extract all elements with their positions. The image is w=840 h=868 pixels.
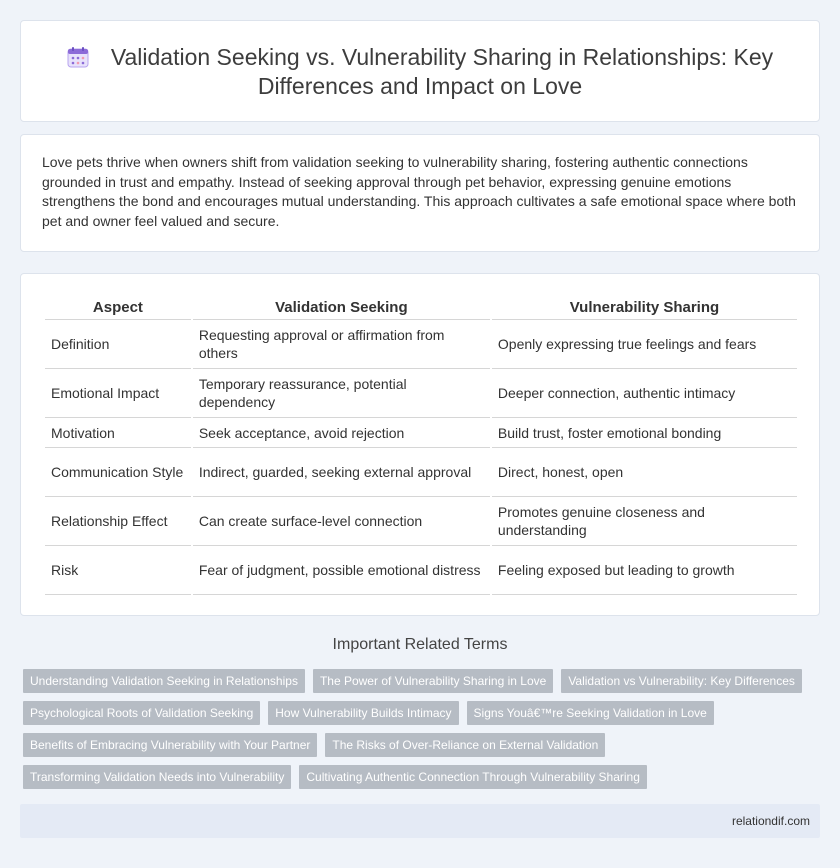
table-cell: Indirect, guarded, seeking external approval	[193, 448, 490, 497]
related-term-tag[interactable]: Transforming Validation Needs into Vulnerability	[23, 765, 291, 789]
table-cell: Can create surface-level connection	[193, 497, 490, 546]
table-row	[45, 497, 797, 546]
header-validation-seeking: Validation Seeking	[193, 296, 490, 320]
header-card	[20, 20, 820, 122]
page-title	[60, 43, 780, 101]
table-cell: Promotes genuine closeness and understanding	[492, 497, 797, 546]
table-cell: Feeling exposed but leading to growth	[492, 546, 797, 595]
table-cell: Deeper connection, authentic intimacy	[492, 369, 797, 418]
tag-row	[23, 669, 823, 693]
related-term-tag[interactable]: Validation vs Vulnerability: Key Differences	[561, 669, 802, 693]
related-terms-tags	[23, 669, 823, 797]
table-cell: Temporary reassurance, potential dependency	[193, 369, 490, 418]
intro-card	[20, 134, 820, 252]
table-row	[45, 546, 797, 595]
header-vulnerability-sharing: Vulnerability Sharing	[492, 296, 797, 320]
title-wrap	[21, 43, 819, 101]
related-term-tag[interactable]: Signs Youâ€™re Seeking Validation in Love	[467, 701, 714, 725]
table-row	[45, 369, 797, 418]
table-cell: Definition	[45, 320, 191, 369]
table-header-row	[45, 296, 797, 320]
table-cell: Requesting approval or affirmation from others	[193, 320, 490, 369]
calendar-icon	[67, 46, 89, 68]
related-term-tag[interactable]: The Risks of Over-Reliance on External Validation	[325, 733, 605, 757]
related-term-tag[interactable]: Understanding Validation Seeking in Relationships	[23, 669, 305, 693]
tag-row	[23, 765, 823, 789]
table-row	[45, 320, 797, 369]
table-cell: Openly expressing true feelings and fears	[492, 320, 797, 369]
table-cell: Emotional Impact	[45, 369, 191, 418]
tag-row	[23, 733, 823, 757]
table-cell: Motivation	[45, 418, 191, 448]
table-cell: Fear of judgment, possible emotional distress	[193, 546, 490, 595]
table-row	[45, 448, 797, 497]
related-term-tag[interactable]: How Vulnerability Builds Intimacy	[268, 701, 458, 725]
tag-row	[23, 701, 823, 725]
related-term-tag[interactable]: Cultivating Authentic Connection Through Vulnerability Sharing	[299, 765, 647, 789]
comparison-table	[43, 296, 799, 595]
footer-site[interactable]: relationdif.com	[731, 814, 810, 828]
page-title-text: Validation Seeking vs. Vulnerability Sharing in Relationships: Key Differences and Impact on Love	[110, 44, 774, 99]
related-term-tag[interactable]: Psychological Roots of Validation Seeking	[23, 701, 260, 725]
footer	[20, 804, 820, 838]
header-aspect: Aspect	[45, 296, 191, 320]
intro-paragraph: Love pets thrive when owners shift from validation seeking to vulnerability sharing, fostering authentic connections grounded in trust and empathy. Instead of seeking approval through pet behavior, expressing genuine emotions strengthens the bond and encourages mutual understanding. This approach cultivates a safe emotional space where both pet and owner feel valued and secure.	[42, 154, 796, 229]
comparison-card	[20, 273, 820, 616]
table-row	[45, 418, 797, 448]
related-term-tag[interactable]: The Power of Vulnerability Sharing in Love	[313, 669, 553, 693]
table-cell: Direct, honest, open	[492, 448, 797, 497]
table-cell: Relationship Effect	[45, 497, 191, 546]
related-term-tag[interactable]: Benefits of Embracing Vulnerability with Your Partner	[23, 733, 317, 757]
table-cell: Communication Style	[45, 448, 191, 497]
table-cell: Risk	[45, 546, 191, 595]
table-cell: Seek acceptance, avoid rejection	[193, 418, 490, 448]
related-terms-title: Important Related Terms	[332, 636, 508, 653]
table-cell: Build trust, foster emotional bonding	[492, 418, 797, 448]
